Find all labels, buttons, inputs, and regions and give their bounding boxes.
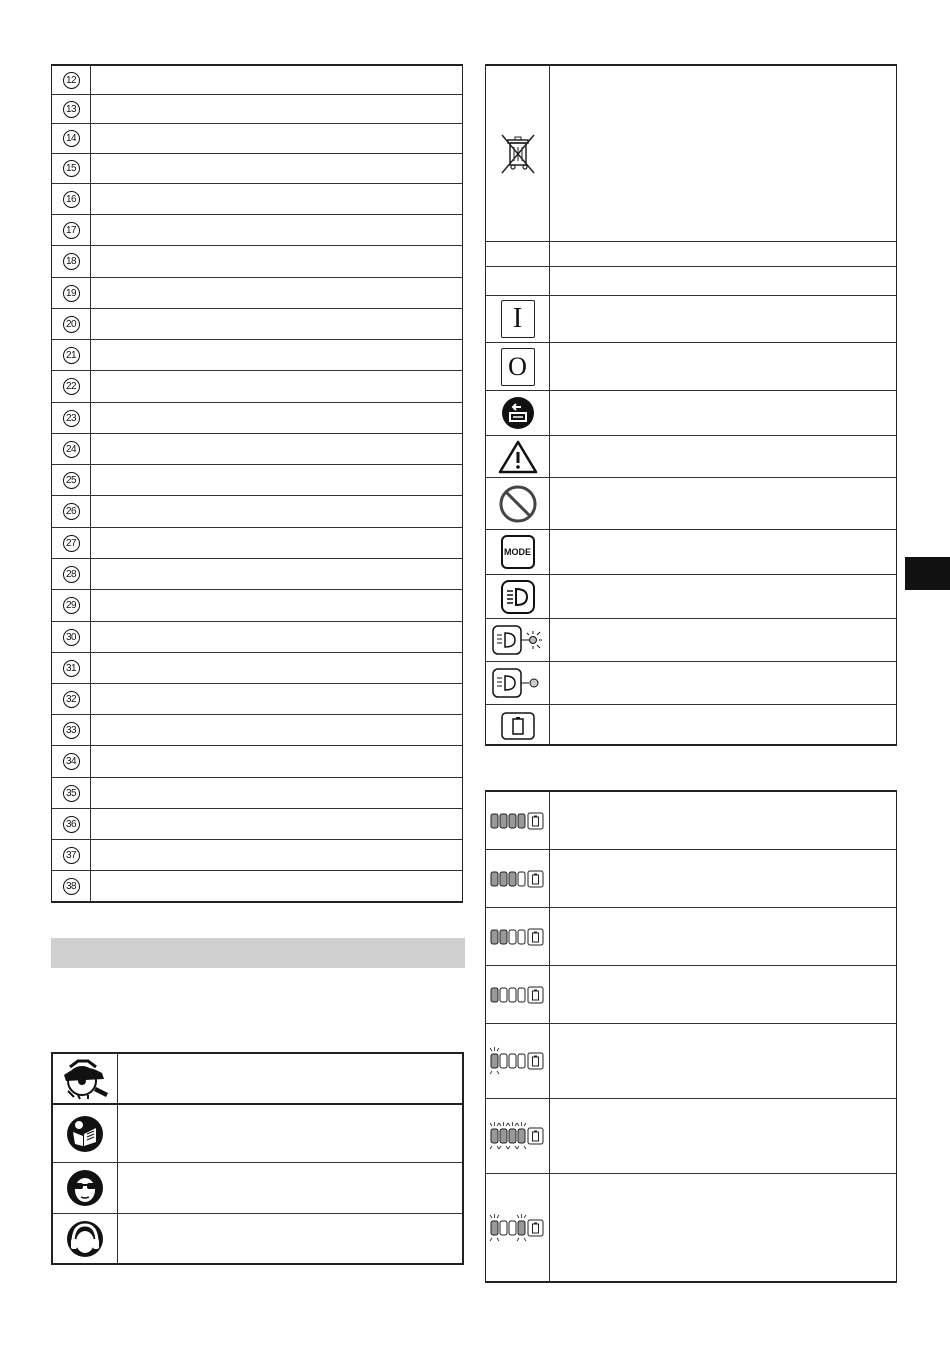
numbered-row [52, 559, 462, 590]
icon-row [486, 478, 896, 530]
circled-number: 34 [63, 753, 80, 770]
circled-number: 35 [63, 785, 80, 802]
number-cell [52, 715, 91, 745]
circled-number: 25 [63, 472, 80, 489]
row-text [91, 809, 462, 839]
light-off-indicator-icon [486, 662, 550, 704]
battery-level-text [550, 1174, 896, 1281]
numbered-row [52, 403, 462, 434]
icons-table [485, 64, 897, 746]
battery-level-lamps-icon [486, 850, 550, 907]
icon-row [486, 662, 896, 705]
number-cell [52, 590, 91, 621]
icon-row [486, 391, 896, 436]
battery-level-lamps-icon [486, 966, 550, 1023]
numbered-row [52, 871, 462, 901]
circled-number: 29 [63, 597, 80, 614]
numbered-row [52, 309, 462, 340]
numbered-row [52, 278, 462, 309]
row-text [91, 371, 462, 402]
number-cell [52, 465, 91, 495]
numbered-row [52, 840, 462, 871]
numbered-row [52, 715, 462, 746]
switch-off-icon: O [501, 348, 535, 386]
number-cell [52, 559, 91, 589]
icon-row [486, 575, 896, 619]
numbered-row [52, 154, 462, 184]
battery-level-lamps-icon [486, 792, 550, 849]
number-cell [52, 809, 91, 839]
row-text [91, 66, 462, 94]
light-button-icon [486, 575, 550, 618]
numbered-row [52, 684, 462, 715]
icon-text [550, 436, 896, 477]
row-text [91, 154, 462, 183]
row-text [91, 278, 462, 308]
row-text [91, 871, 462, 901]
lit-lamp [491, 930, 498, 944]
circled-number: 17 [63, 222, 80, 239]
read-manual-icon [53, 1105, 118, 1162]
icon-text [550, 66, 896, 241]
icon-text [550, 391, 896, 435]
numbered-row [52, 215, 462, 246]
symbol-text [118, 1054, 462, 1103]
number-cell [52, 154, 91, 183]
battery-level-lamps-icon [486, 1024, 550, 1098]
disconnect-battery-icon [486, 391, 550, 435]
battery-level-text [550, 850, 896, 907]
unlit-lamp [518, 930, 525, 944]
circled-number: 36 [63, 816, 80, 833]
row-text [91, 309, 462, 339]
number-cell [52, 66, 91, 94]
symbol-text [118, 1163, 462, 1213]
icon-row [486, 705, 896, 746]
numbered-row [52, 434, 462, 465]
numbered-row [52, 622, 462, 653]
lit-lamp [509, 814, 516, 828]
circled-number: 28 [63, 566, 80, 583]
circled-number: 21 [63, 347, 80, 364]
row-text [91, 124, 462, 153]
row-text [91, 528, 462, 558]
numbered-row [52, 246, 462, 278]
battery-level-row [486, 1099, 896, 1174]
battery-level-lamps-icon [486, 908, 550, 965]
circled-number: 30 [63, 629, 80, 646]
ear-protection-icon [53, 1214, 118, 1263]
number-cell [52, 653, 91, 683]
number-cell [52, 840, 91, 870]
blinking-lamp [491, 1054, 498, 1068]
battery-level-text [550, 1099, 896, 1173]
mode-button-icon: MODE [501, 535, 535, 569]
number-cell [52, 871, 91, 901]
warning-icon [486, 436, 550, 477]
number-cell [52, 746, 91, 777]
circled-number: 12 [63, 72, 80, 89]
circled-number: 15 [63, 160, 80, 177]
number-cell [52, 340, 91, 370]
numbered-row [52, 746, 462, 778]
number-cell [52, 622, 91, 652]
icon-text [550, 296, 896, 342]
numbered-row [52, 184, 462, 215]
circled-number: 23 [63, 410, 80, 427]
battery-level-row [486, 908, 896, 966]
battery-level-row [486, 1024, 896, 1099]
icon-row [486, 267, 896, 296]
unlit-lamp [509, 930, 516, 944]
numbered-row [52, 590, 462, 622]
numbered-row [52, 778, 462, 809]
row-text [91, 434, 462, 464]
symbol-text [118, 1105, 462, 1162]
row-text [91, 246, 462, 277]
blinking-lamp [491, 1129, 498, 1143]
icon-row [486, 296, 896, 343]
numbered-row [52, 653, 462, 684]
battery-level-row [486, 792, 896, 850]
icon-text [550, 343, 896, 390]
circled-number: 22 [63, 378, 80, 395]
unlit-lamp [518, 1054, 525, 1068]
symbol-row [53, 1214, 462, 1263]
unlit-lamp [509, 1054, 516, 1068]
row-text [91, 840, 462, 870]
crossed-out-bin-icon [486, 66, 550, 241]
number-cell [52, 278, 91, 308]
circled-number: 19 [63, 285, 80, 302]
row-text [91, 622, 462, 652]
number-cell [52, 528, 91, 558]
lit-lamp [500, 872, 507, 886]
number-cell [52, 309, 91, 339]
battery-indicator-table [485, 790, 897, 1283]
blinking-lamp [500, 1129, 507, 1143]
unlit-lamp [500, 988, 507, 1002]
unlit-lamp [509, 1221, 516, 1235]
unlit-lamp [500, 1221, 507, 1235]
circled-number: 13 [63, 101, 80, 118]
eye-protection-icon [53, 1163, 118, 1213]
numbered-row [52, 809, 462, 840]
circled-number: 18 [63, 253, 80, 270]
lit-lamp [491, 988, 498, 1002]
row-text [91, 715, 462, 745]
blinking-lamp [518, 1129, 525, 1143]
battery-icon [486, 705, 550, 746]
numbered-row [52, 66, 462, 95]
row-text [91, 653, 462, 683]
unlit-lamp [518, 872, 525, 886]
icon-text [550, 242, 896, 266]
number-cell [52, 778, 91, 808]
switch-on-icon: I [501, 300, 535, 338]
number-cell [52, 684, 91, 714]
icon-text [550, 662, 896, 704]
unlit-lamp [500, 1054, 507, 1068]
battery-level-lamps-icon [486, 1099, 550, 1173]
light-on-indicator-icon [486, 619, 550, 661]
icon-row [486, 619, 896, 662]
numbered-row [52, 124, 462, 154]
battery-level-lamps-icon [486, 1174, 550, 1281]
number-cell [52, 95, 91, 123]
language-tab-marker [905, 557, 950, 590]
number-cell [52, 371, 91, 402]
battery-level-row [486, 966, 896, 1024]
blinking-lamp [509, 1129, 516, 1143]
row-text [91, 559, 462, 589]
row-text [91, 746, 462, 777]
symbol-row [53, 1163, 462, 1214]
numbered-row [52, 496, 462, 528]
circled-number: 14 [63, 130, 80, 147]
circled-number: 24 [63, 441, 80, 458]
symbols-table [51, 1052, 464, 1265]
blinking-lamp [518, 1221, 525, 1235]
numbered-row [52, 371, 462, 403]
symbol-row [53, 1054, 462, 1105]
battery-level-text [550, 1024, 896, 1098]
number-cell [52, 403, 91, 433]
battery-level-row [486, 1174, 896, 1281]
symbol-row [53, 1105, 462, 1163]
lit-lamp [491, 872, 498, 886]
lit-lamp [509, 872, 516, 886]
circled-number: 20 [63, 316, 80, 333]
icon-row [486, 436, 896, 478]
symbol-text [118, 1214, 462, 1263]
number-cell [52, 496, 91, 527]
icon-text [550, 530, 896, 574]
number-cell [52, 215, 91, 245]
lit-lamp [500, 814, 507, 828]
icon-text [550, 478, 896, 529]
circled-number: 33 [63, 722, 80, 739]
circled-number: 38 [63, 878, 80, 895]
number-cell [52, 246, 91, 277]
numbered-row [52, 465, 462, 496]
numbered-row [52, 340, 462, 371]
numbered-row [52, 95, 462, 124]
battery-level-row [486, 850, 896, 908]
lit-lamp [500, 930, 507, 944]
row-text [91, 340, 462, 370]
circled-number: 32 [63, 691, 80, 708]
number-cell [52, 124, 91, 153]
icon-row [486, 242, 896, 267]
blinking-lamp [491, 1221, 498, 1235]
unlit-lamp [509, 988, 516, 1002]
battery-level-text [550, 908, 896, 965]
circled-number: 26 [63, 503, 80, 520]
row-text [91, 403, 462, 433]
prohibited-icon [486, 478, 550, 529]
row-text [91, 684, 462, 714]
battery-level-text [550, 792, 896, 849]
number-cell [52, 434, 91, 464]
lit-lamp [518, 814, 525, 828]
circular-saw-icon [53, 1054, 118, 1103]
unlit-lamp [518, 988, 525, 1002]
icon-row [486, 530, 896, 575]
icon-text [550, 619, 896, 661]
icon-text [550, 575, 896, 618]
numbered-parts-table [51, 64, 463, 903]
icon-row [486, 66, 896, 242]
icon-text [550, 267, 896, 295]
circled-number: 27 [63, 535, 80, 552]
icon-text [550, 705, 896, 746]
circled-number: 37 [63, 847, 80, 864]
row-text [91, 184, 462, 214]
row-text [91, 778, 462, 808]
row-text [91, 95, 462, 123]
number-cell [52, 184, 91, 214]
row-text [91, 465, 462, 495]
section-heading-bar [51, 938, 465, 968]
lit-lamp [491, 814, 498, 828]
row-text [91, 496, 462, 527]
icon-row [486, 343, 896, 391]
row-text [91, 215, 462, 245]
numbered-row [52, 528, 462, 559]
row-text [91, 590, 462, 621]
battery-level-text [550, 966, 896, 1023]
circled-number: 31 [63, 660, 80, 677]
circled-number: 16 [63, 191, 80, 208]
